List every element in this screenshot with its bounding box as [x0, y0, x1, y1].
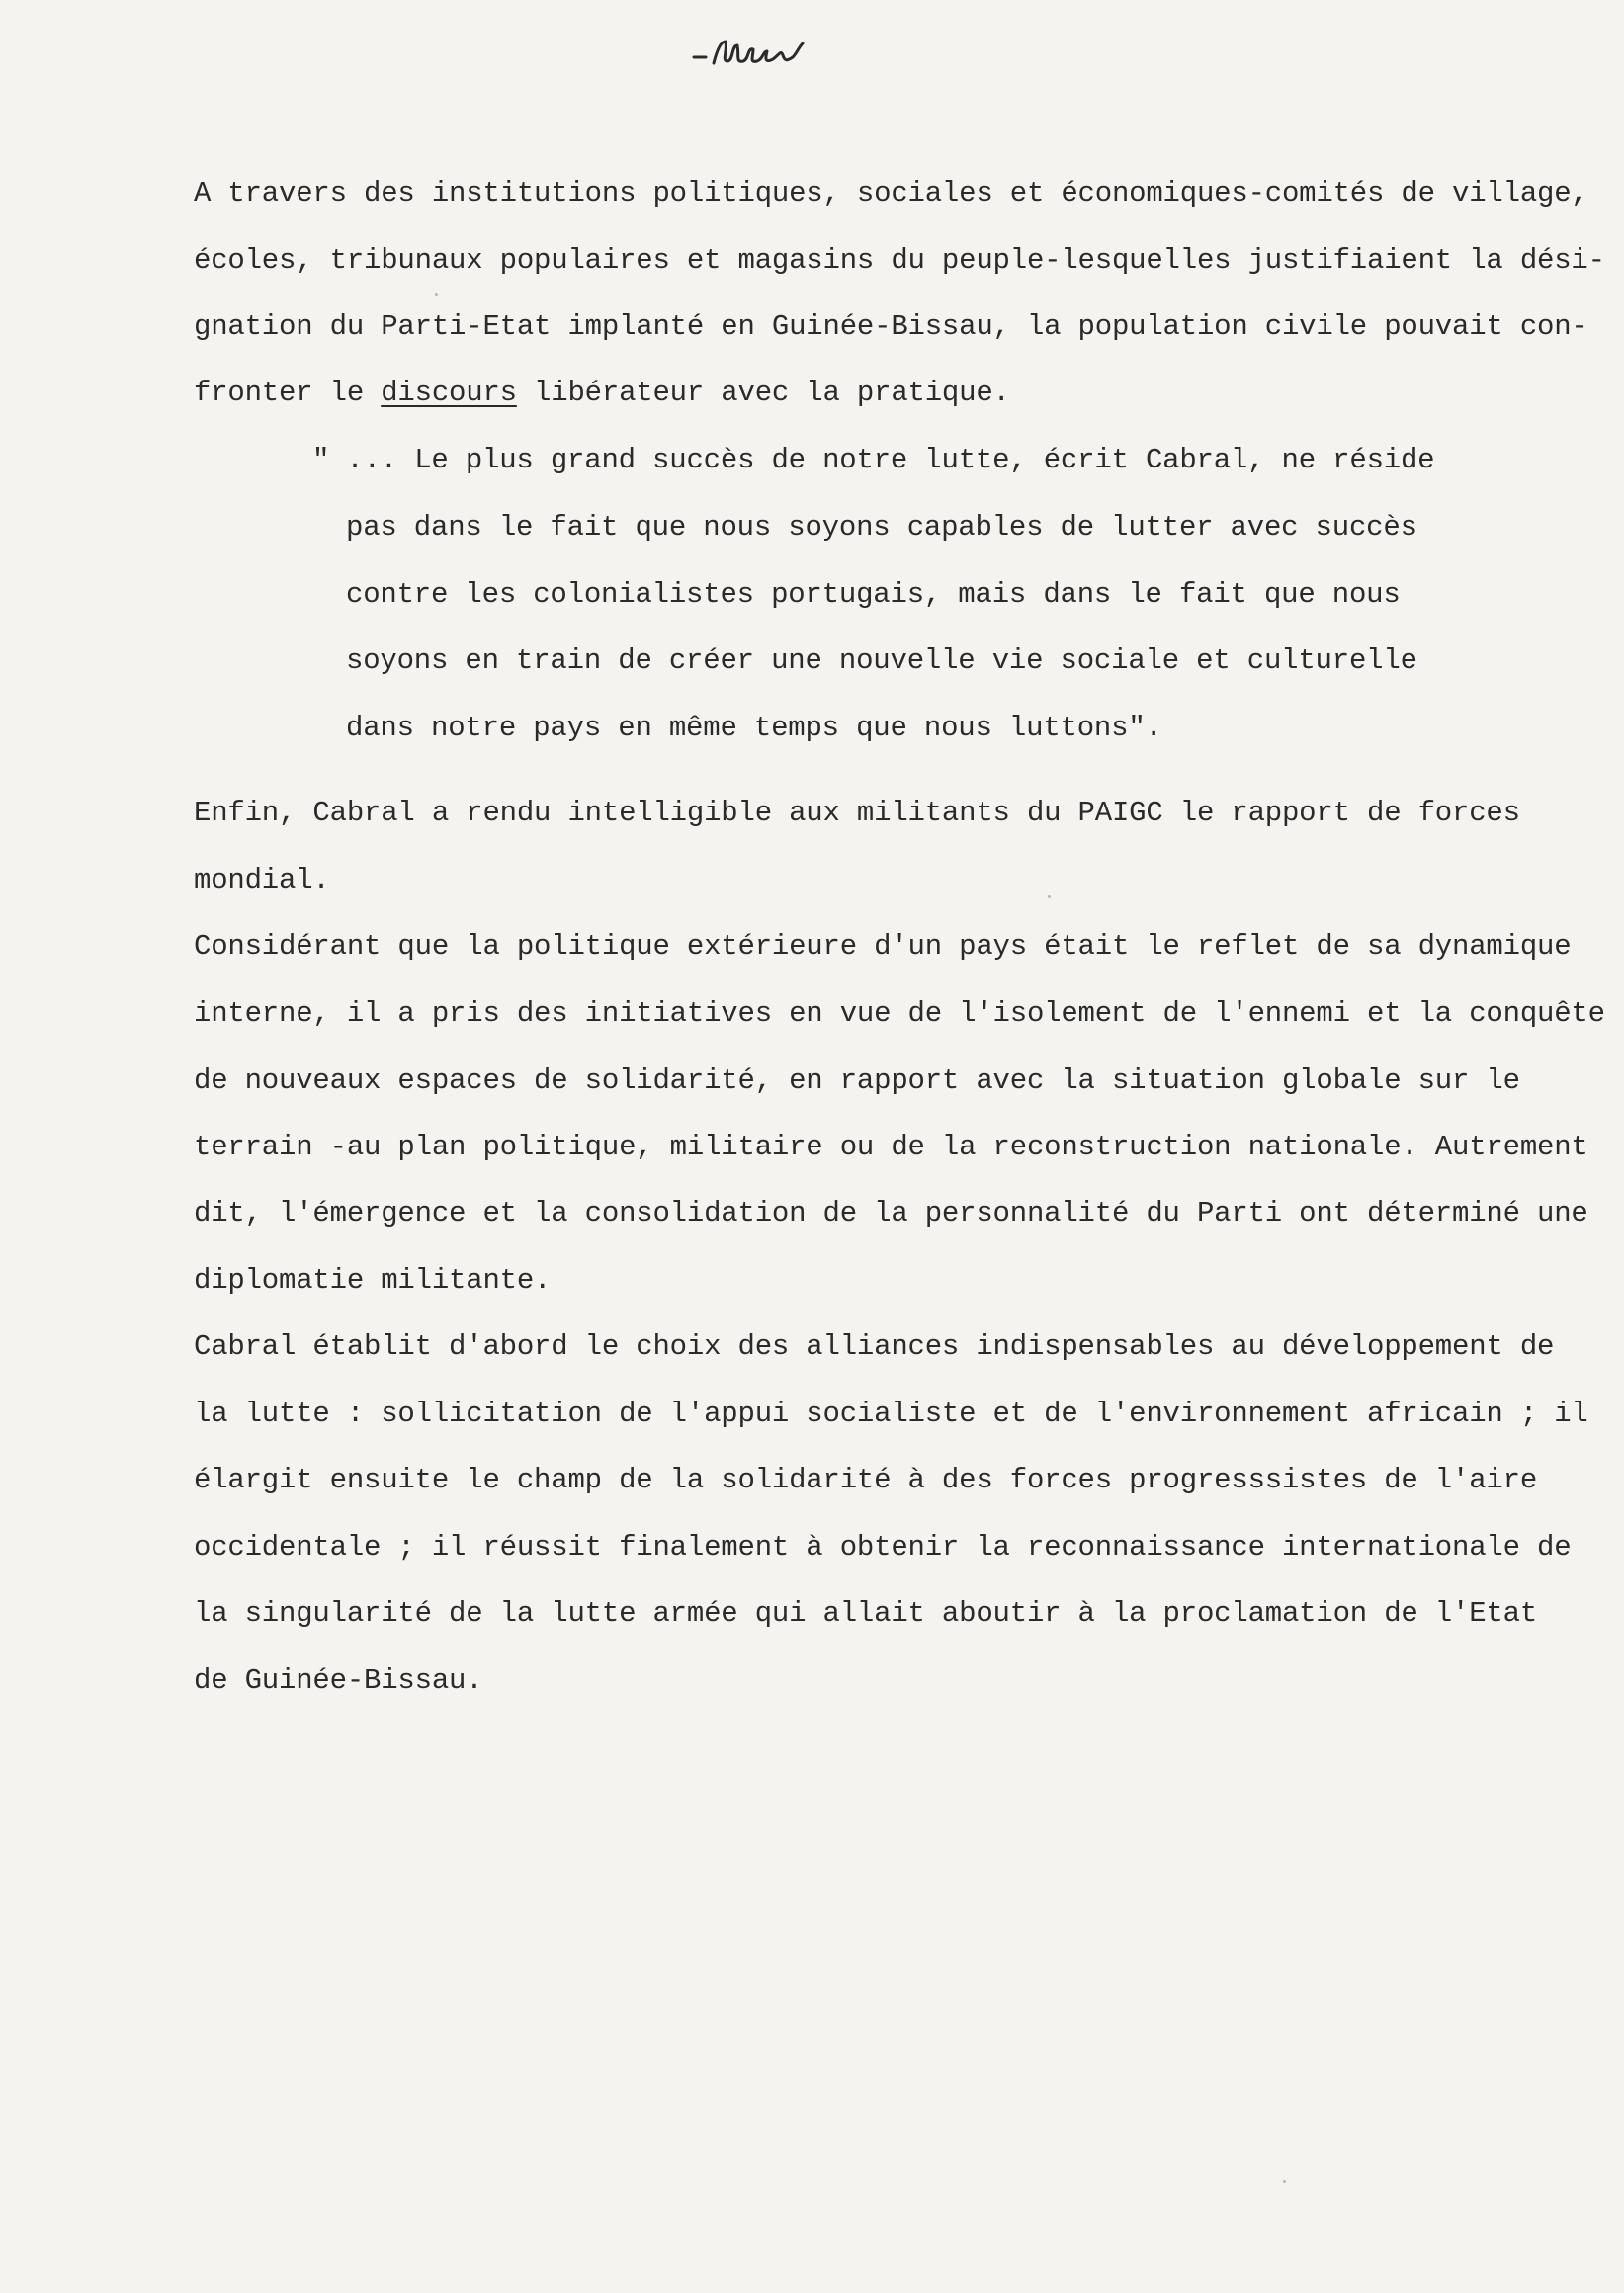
- text-fragment: libérateur avec la pratique.: [516, 377, 1010, 409]
- text-line: interne, il a pris des initiatives en vue de l'isolement de l'ennemi et la conquête: [194, 997, 1605, 1030]
- text-line: dit, l'émergence et la consolidation de la personnalité du Parti ont déterminé une: [194, 1197, 1588, 1230]
- quote-line: " ... Le plus grand succès de notre lutte, écrit Cabral, ne réside: [312, 444, 1435, 476]
- text-line: de Guinée-Bissau.: [194, 1664, 483, 1697]
- text-line: A travers des institutions politiques, sociales et économiques-comités de village,: [194, 177, 1588, 210]
- quote-line: dans notre pays en même temps que nous luttons".: [346, 712, 1162, 744]
- text-line: élargit ensuite le champ de la solidarité à des forces progresssistes de l'aire: [194, 1464, 1538, 1496]
- quote-line: pas dans le fait que nous soyons capables de lutter avec succès: [346, 511, 1417, 544]
- quote-line: soyons en train de créer une nouvelle vie sociale et culturelle: [346, 644, 1417, 677]
- text-line: Considérant que la politique extérieure d'un pays était le reflet de sa dynamique: [194, 930, 1572, 963]
- text-line: de nouveaux espaces de solidarité, en rapport avec la situation globale sur le: [194, 1064, 1520, 1097]
- text-line: occidentale ; il réussit finalement à obtenir la reconnaissance internationale de: [194, 1531, 1572, 1564]
- text-line: la singularité de la lutte armée qui allait aboutir à la proclamation de l'Etat: [194, 1597, 1538, 1630]
- text-line: terrain -au plan politique, militaire ou de la reconstruction nationale. Autrement: [194, 1131, 1588, 1163]
- text-line: Enfin, Cabral a rendu intelligible aux militants du PAIGC le rapport de forces: [194, 797, 1520, 829]
- paper-speck: [1283, 2180, 1286, 2183]
- text-line-with-underline: [194, 374, 1010, 413]
- paper-speck: [435, 293, 438, 296]
- text-line: écoles, tribunaux populaires et magasins du peuple-lesquelles justifiaient la dési-: [194, 244, 1605, 277]
- paper-speck: [1048, 895, 1051, 898]
- text-fragment: fronter le: [194, 377, 382, 409]
- text-line: Cabral établit d'abord le choix des alliances indispensables au développement de: [194, 1330, 1555, 1363]
- text-line: diplomatie militante.: [194, 1264, 552, 1297]
- text-line: la lutte : sollicitation de l'appui socialiste et de l'environnement africain ; il: [194, 1398, 1588, 1430]
- handwritten-mark-icon: [692, 28, 830, 77]
- quote-line: contre les colonialistes portugais, mais dans le fait que nous: [346, 578, 1401, 611]
- underlined-word: discours: [381, 377, 517, 409]
- text-line: gnation du Parti-Etat implanté en Guinée-Bissau, la population civile pouvait con-: [194, 310, 1588, 343]
- handwritten-page-number: [692, 28, 830, 77]
- text-line: mondial.: [194, 864, 330, 896]
